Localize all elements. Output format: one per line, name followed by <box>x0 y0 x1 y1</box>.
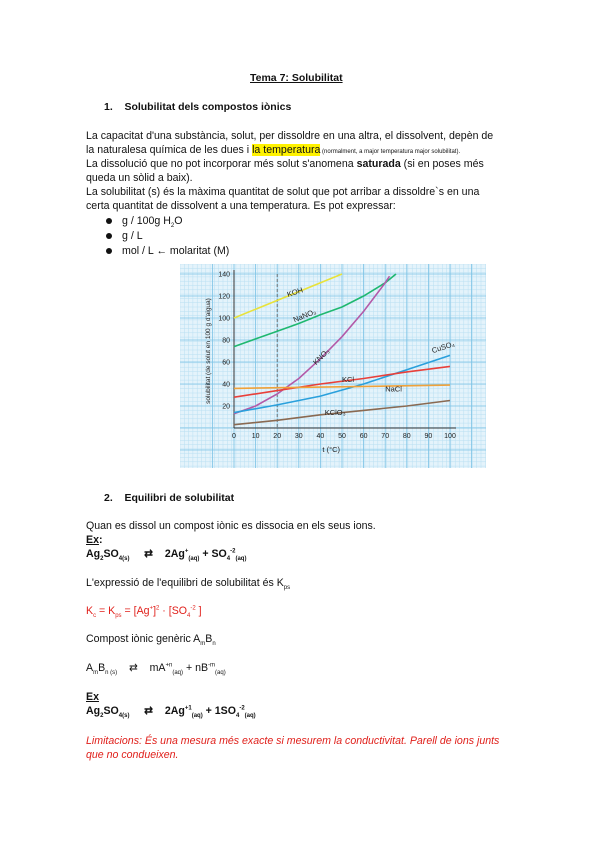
x-tick-label: 0 <box>232 433 236 440</box>
y-tick-label: 100 <box>218 315 230 323</box>
para3-line1: La solubilitat (s) és la màxima quantitat de solut que pot arribar a dissoldre`s en una <box>86 186 480 198</box>
y-tick-label: 140 <box>218 271 230 279</box>
equilibrium-arrow-icon: ⇄ <box>128 662 138 674</box>
limitations-line1: Limitacions: És una mesura més exacte si mesurem la conductivitat. Parell de ions junts <box>86 735 500 747</box>
example-label: Ex: <box>86 534 103 546</box>
para2-text-b: (si en poses més <box>400 158 484 170</box>
chart-svg <box>180 264 486 468</box>
x-axis-label: t (°C) <box>322 445 340 454</box>
para3-line2: certa quantitat de dissolvent a una temperatura. Es pot expressar: <box>86 200 396 212</box>
y-tick-label: 80 <box>222 337 230 345</box>
series-label: KNO₃ <box>311 346 332 367</box>
x-tick-label: 90 <box>424 433 433 440</box>
x-tick-label: 100 <box>444 433 456 440</box>
x-tick-label: 30 <box>294 433 303 440</box>
section1-title: Solubilitat dels compostos iònics <box>124 101 292 113</box>
bullet-item: mol / L ← molaritat (M) <box>106 244 229 259</box>
x-tick-label: 20 <box>273 433 282 440</box>
generic-compound: Compost iònic genèric $A_mB_n$ <box>86 633 216 648</box>
section1-heading <box>104 101 291 113</box>
y-tick-label: 60 <box>222 359 230 367</box>
bullet-dot-icon <box>106 233 112 239</box>
series-label: CuSO₄ <box>430 339 456 356</box>
section1-number: 1. <box>104 101 113 113</box>
x-tick-label: 80 <box>402 433 411 440</box>
y-axis-label: solubilitat (de solut en 100 g d'aigua) <box>205 298 212 404</box>
example-label-2: Ex <box>86 691 99 703</box>
equation-1: $Ag_2SO_{4(s)}$ ⇄ $2Ag^+_{(aq)} + SO_4^{-2}_{(aq)}$ <box>86 548 247 563</box>
section2-heading <box>104 492 234 504</box>
kc-equation: $K_c = K_{ps} = [Ag^+]^2 \cdot [SO_4^{-2}$ ] <box>86 605 202 620</box>
highlighted-temperature: la temperatura <box>252 144 321 156</box>
section2-title: Equilibri de solubilitat <box>124 492 235 504</box>
para1-line1: La capacitat d'una substància, solut, per dissoldre en una altra, el dissolvent, depèn de <box>86 130 494 142</box>
page-title: Tema 7: Solubilitat <box>250 72 343 84</box>
bullet-dot-icon <box>106 248 112 254</box>
temperature-note: (normalment, a major temperatura major solubilitat). <box>320 149 461 155</box>
series-label: KClO₃ <box>324 407 346 417</box>
bullet-item: g / 100g $H_2O$ <box>106 214 182 229</box>
x-tick-label: 50 <box>338 433 346 440</box>
x-tick-label: 70 <box>381 433 390 440</box>
equilibrium-arrow-icon: ⇄ <box>144 548 154 560</box>
section2-number: 2. <box>104 492 113 504</box>
x-tick-label: 40 <box>316 433 325 440</box>
limitations-line2: que no condueixen. <box>86 749 179 761</box>
para2-line1 <box>86 157 484 172</box>
para2-line2: queda un sòlid a baix). <box>86 172 193 184</box>
section2-intro: Quan es dissol un compost iònic es dissocia en els seus ions. <box>86 520 376 532</box>
series-label: NaNO₃ <box>291 306 318 325</box>
x-tick-label: 60 <box>359 433 368 440</box>
y-tick-label: 40 <box>222 381 230 389</box>
y-tick-label: 120 <box>218 293 230 301</box>
bullet-dot-icon <box>106 218 112 224</box>
series-label: KCl <box>342 374 355 384</box>
x-tick-label: 10 <box>251 433 260 440</box>
series-label: NaCl <box>385 384 402 394</box>
equilibrium-arrow-icon: ⇄ <box>144 705 154 717</box>
saturada-term: saturada <box>356 158 401 170</box>
equation-3: $Ag_2SO_{4(s)}$ ⇄ $2Ag^{+1}_{(aq)} + 1SO_4^{-2}_{(aq)}$ <box>86 705 256 720</box>
para2-text-a: La dissolució que no pot incorporar més solut s'anomena <box>86 158 357 170</box>
para1-text: la naturalesa química de les dues i <box>86 144 253 156</box>
solubility-chart <box>180 264 486 468</box>
y-tick-label: 20 <box>222 403 230 411</box>
kps-sentence: L'expressió de l'equilibri de solubilitat és $K_{ps}$ <box>86 577 291 592</box>
bullet-item: g / L <box>106 229 143 244</box>
series-label: KOH <box>285 285 305 300</box>
equation-2: $A_mB_{n (s)}$ ⇄ $mA^{+n}_{(aq)} + nB^{-m}_{(aq)}$ <box>86 662 226 677</box>
